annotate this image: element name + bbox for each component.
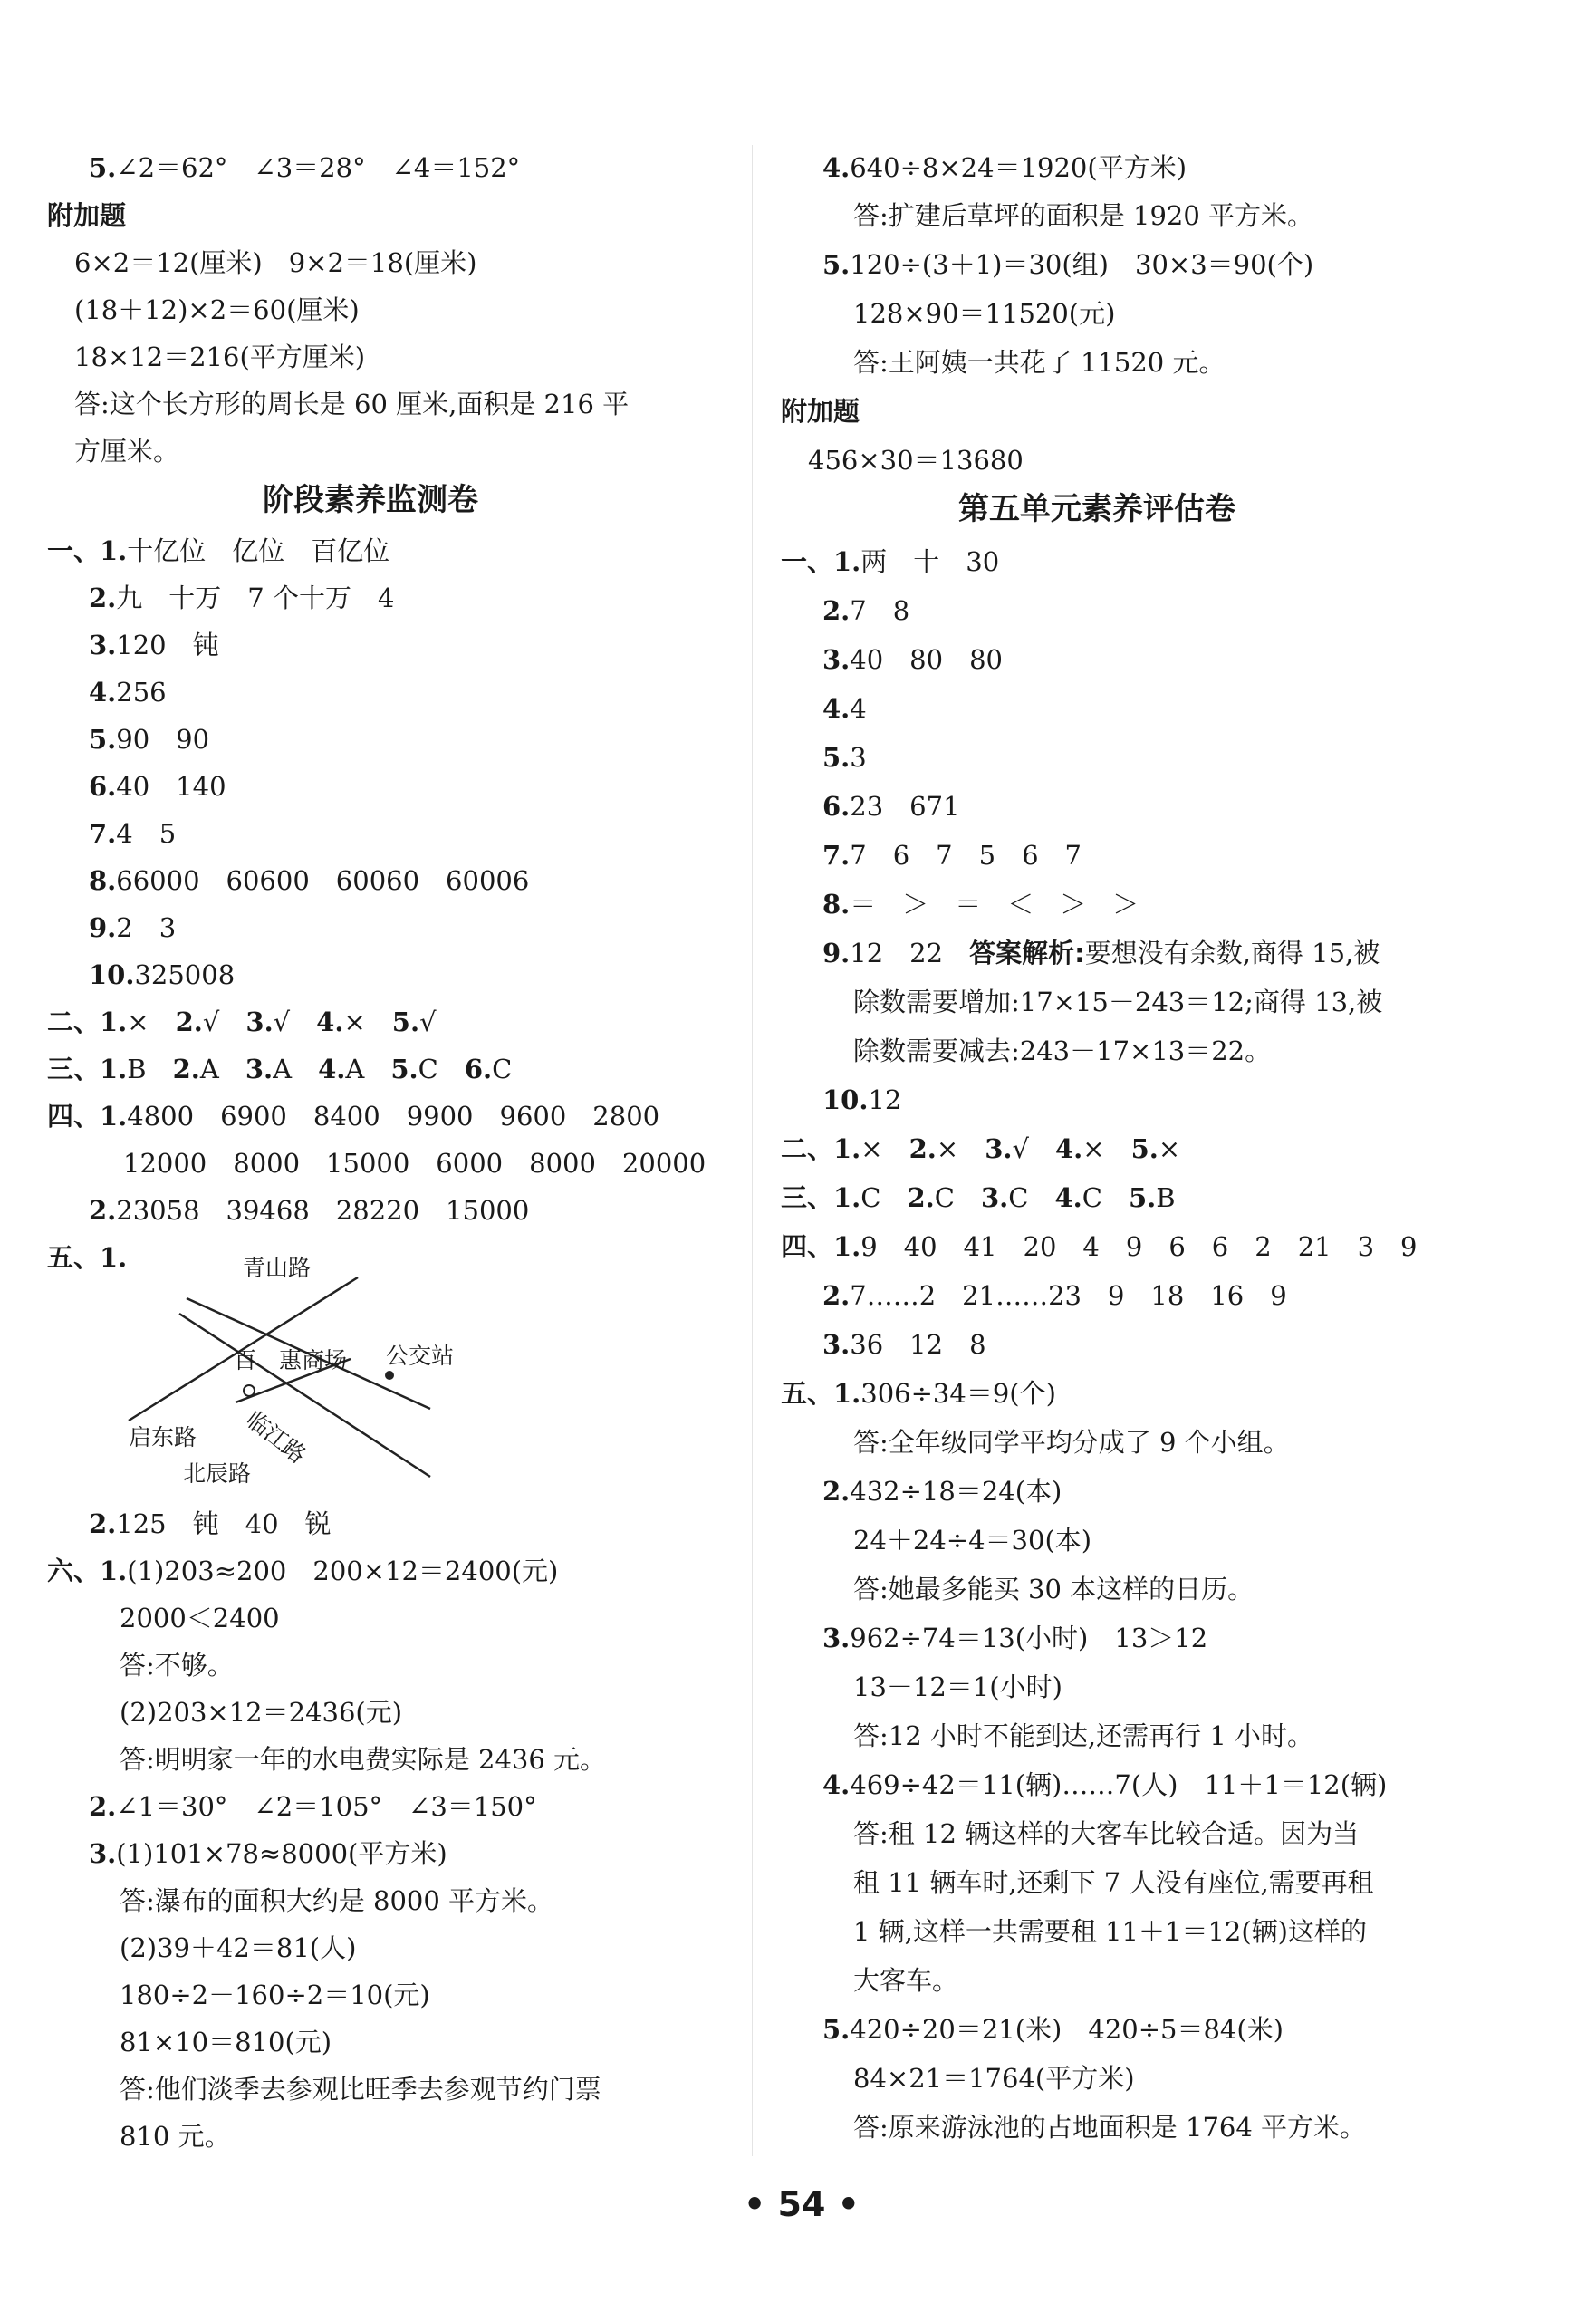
answer-line: 答:12 小时不能到达,还需再行 1 小时。 [853,1720,1313,1751]
answer-line: (2)203×12＝2436(元) [120,1697,403,1728]
answer-line: 答:扩建后草坪的面积是 1920 平方米。 [853,200,1314,231]
answer-line: 456×30＝13680 [808,445,1024,476]
answer-line: 1 辆,这样一共需要租 11＋1＝12(辆)这样的 [853,1916,1367,1947]
answer-line: 9.12 22 答案解析:要想没有余数,商得 15,被 [822,938,1380,968]
answer-line: 9.2 3 [89,912,177,943]
answer-line: 4.4 [822,693,867,724]
answer-line: 3.(1)101×78≈8000(平方米) [89,1838,447,1869]
section-title: 第五单元素养评估卷 [958,491,1235,527]
answer-line: 租 11 辆车时,还剩下 7 人没有座位,需要再租 [853,1867,1374,1898]
answer-line: 答:他们淡季去参观比旺季去参观节约门票 [120,2074,601,2105]
road-map-diagram [118,1250,498,1486]
bonus-heading: 附加题 [47,200,127,231]
answer-line: 5.90 90 [89,724,210,755]
answer-line: 答:这个长方形的周长是 60 厘米,面积是 216 平 [74,389,630,419]
answer-line: 四、1.4800 6900 8400 9900 9600 2800 [47,1101,660,1132]
answer-line: 答:王阿姨一共花了 11520 元。 [853,347,1226,378]
answer-line: 大客车。 [853,1965,959,1996]
bonus-heading: 附加题 [781,396,860,427]
answer-line: 6.23 671 [822,791,960,822]
answer-line: 2.125 钝 40 锐 [89,1508,332,1539]
answer-line: 128×90＝11520(元) [853,298,1116,329]
answer-line: 五、1. [47,1242,128,1273]
answer-line: 7.7 6 7 5 6 7 [822,840,1082,871]
answer-line: 24＋24÷4＝30(本) [853,1525,1092,1556]
answer-line: 6×2＝12(厘米) 9×2＝18(厘米) [74,247,477,278]
label-bus-stop: 公交站 [386,1343,455,1369]
label-baihui-mall: 百 惠商场 [234,1347,348,1373]
answer-line: 一、1.十亿位 亿位 百亿位 [47,535,390,566]
answer-line: 答:原来游泳池的占地面积是 1764 平方米。 [853,2112,1367,2143]
label-qingshan-road: 青山路 [243,1255,312,1281]
answer-line: 3.40 80 80 [822,644,1003,675]
answer-line: (2)39＋42＝81(人) [120,1932,357,1963]
answer-line: 5.120÷(3＋1)＝30(组) 30×3＝90(个) [822,249,1314,280]
answer-line: 三、1.C 2.C 3.C 4.C 5.B [781,1182,1176,1213]
answer-line: 4.640÷8×24＝1920(平方米) [822,152,1187,183]
answer-line: 8.＝ ＞ ＝ ＜ ＞ ＞ [822,889,1139,920]
answer-line: 三、1.B 2.A 3.A 4.A 5.C 6.C [47,1054,513,1084]
answer-line: 180÷2－160÷2＝10(元) [120,1980,430,2010]
answer-line: 81×10＝810(元) [120,2027,332,2057]
label-qidong-road: 启东路 [129,1424,197,1450]
answer-line: 7.4 5 [89,818,177,849]
answer-line: 10.325008 [89,959,236,990]
answer-line: 12000 8000 15000 6000 8000 20000 [123,1148,707,1179]
label-linjiang-road: 临江路 [241,1405,312,1469]
answer-line: 8.66000 60600 60060 60006 [89,865,530,896]
answer-line: 84×21＝1764(平方米) [853,2063,1135,2094]
answer-line: 答:她最多能买 30 本这样的日历。 [853,1574,1255,1604]
answer-line: 3.962÷74＝13(小时) 13＞12 [822,1623,1208,1653]
answer-line: 18×12＝216(平方厘米) [74,342,366,372]
answer-line: 答:不够。 [120,1650,234,1681]
answer-line: 2.7……2 21……23 9 18 16 9 [822,1280,1287,1311]
answer-line: 六、1.(1)203≈200 200×12＝2400(元) [47,1556,559,1586]
answer-line: 4.256 [89,677,167,708]
answer-line: (18＋12)×2＝60(厘米) [74,294,360,325]
answer-line: 10.12 [822,1084,902,1115]
answer-line: 2.432÷18＝24(本) [822,1476,1062,1507]
answer-line: 除数需要减去:243－17×13＝22。 [853,1036,1272,1066]
answer-line: 810 元。 [120,2121,231,2152]
answer-line: 2.23058 39468 28220 15000 [89,1195,530,1226]
answer-line: 答:全年级同学平均分成了 9 个小组。 [853,1427,1290,1458]
answer-line: 五、1.306÷34＝9(个) [781,1378,1056,1409]
answer-line: 一、1.两 十 30 [781,546,1000,577]
answer-line: 3.120 钝 [89,630,219,660]
answer-line: 2.∠1＝30° ∠2＝105° ∠3＝150° [89,1791,537,1822]
label-beichen-road: 北辰路 [183,1460,252,1486]
answer-line: 5.∠2＝62° ∠3＝28° ∠4＝152° [89,152,521,183]
answer-line: 二、1.× 2.√ 3.√ 4.× 5.√ [47,1007,437,1037]
shopping-mall-point [244,1385,255,1396]
answer-line: 2000＜2400 [120,1603,280,1633]
answer-line: 答:租 12 辆这样的大客车比较合适。因为当 [853,1818,1360,1849]
answer-line: 除数需要增加:17×15－243＝12;商得 13,被 [853,987,1383,1017]
answer-line: 答:瀑布的面积大约是 8000 平方米。 [120,1885,554,1916]
answer-line: 2.九 十万 7 个十万 4 [89,583,395,613]
answer-line: 答:明明家一年的水电费实际是 2436 元。 [120,1744,607,1775]
answer-line: 2.7 8 [822,595,910,626]
answer-line: 5.420÷20＝21(米) 420÷5＝84(米) [822,2014,1284,2045]
page-number: • 54 • [744,2184,860,2224]
column-divider [752,145,753,2156]
answer-line: 3.36 12 8 [822,1329,986,1360]
answer-line: 5.3 [822,742,867,773]
answer-line: 4.469÷42＝11(辆)……7(人) 11＋1＝12(辆) [822,1769,1388,1800]
section-title: 阶段素养监测卷 [263,482,478,518]
answer-line: 二、1.× 2.× 3.√ 4.× 5.× [781,1133,1181,1164]
answer-line: 方厘米。 [74,436,180,467]
answer-line: 13－12＝1(小时) [853,1672,1062,1702]
answer-line: 四、1.9 40 41 20 4 9 6 6 2 21 3 9 [781,1231,1418,1262]
bus-stop-point [385,1371,394,1380]
answer-line: 6.40 140 [89,771,226,802]
